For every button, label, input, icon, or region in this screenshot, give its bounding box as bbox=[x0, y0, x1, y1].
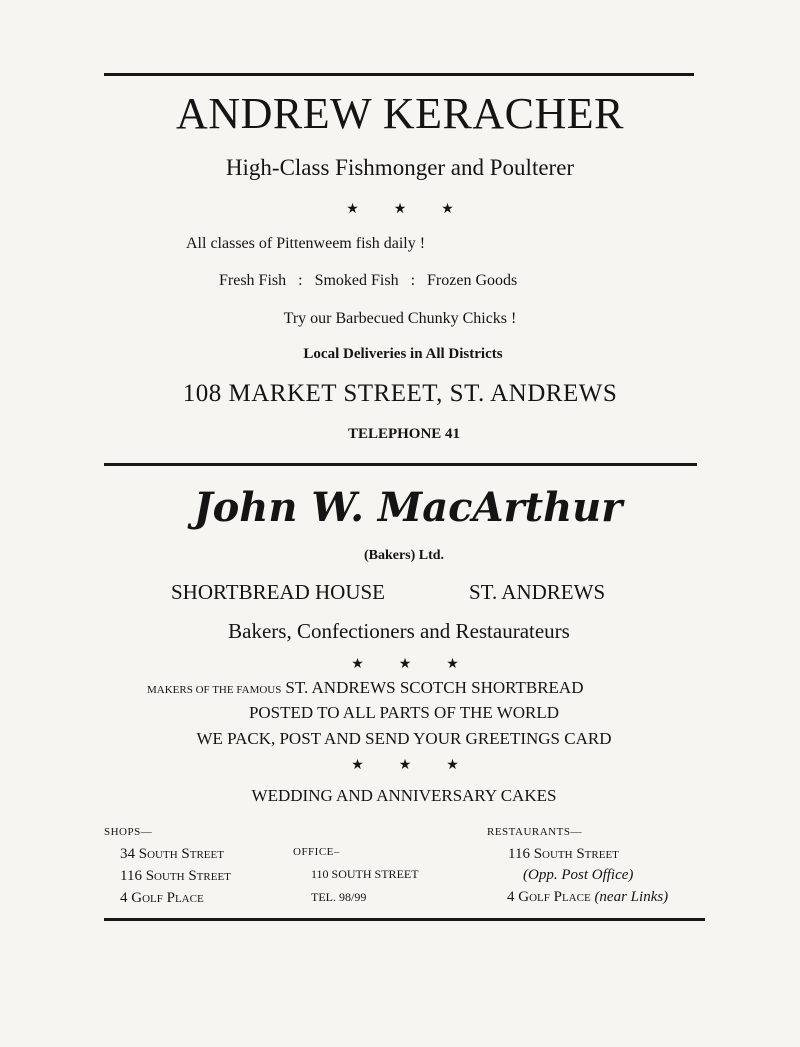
shops-address: 4 Golf Place bbox=[120, 890, 204, 906]
top-rule bbox=[104, 73, 694, 76]
keracher-stars bbox=[0, 201, 800, 218]
macarthur-pack: WE PACK, POST AND SEND YOUR GREETINGS CARD bbox=[196, 729, 612, 748]
makers-main: ST. ANDREWS SCOTCH SHORTBREAD bbox=[285, 678, 584, 697]
macarthur-trades: Bakers, Confectioners and Restaurateurs bbox=[228, 619, 570, 643]
star-icon: ★ bbox=[351, 657, 364, 672]
keracher-line-fish: Fresh Fish : Smoked Fish : Frozen Goods bbox=[219, 272, 518, 289]
keracher-telephone: TELEPHONE 41 bbox=[347, 426, 461, 442]
restaurants-heading: RESTAURANTS— bbox=[487, 826, 582, 838]
star-icon: ★ bbox=[398, 758, 412, 773]
star-icon: ★ bbox=[351, 758, 364, 773]
restaurant-note: (near Links) bbox=[594, 889, 669, 905]
macarthur-cakes: WEDDING AND ANNIVERSARY CAKES bbox=[251, 786, 557, 805]
macarthur-posted: POSTED TO ALL PARTS OF THE WORLD bbox=[248, 703, 560, 722]
office-address: 110 SOUTH STREET bbox=[311, 867, 419, 881]
restaurant-address: 4 Golf Place bbox=[507, 889, 591, 905]
makers-prefix: MAKERS OF THE FAMOUS bbox=[147, 684, 282, 696]
star-icon: ★ bbox=[441, 202, 454, 217]
middle-rule bbox=[104, 463, 697, 466]
office-heading: OFFICE– bbox=[293, 846, 340, 858]
macarthur-company-suffix: (Bakers) Ltd. bbox=[363, 548, 445, 563]
star-icon: ★ bbox=[398, 657, 412, 672]
office-telephone: TEL. 98/99 bbox=[311, 890, 367, 904]
star-icon: ★ bbox=[446, 758, 459, 773]
shops-heading: SHOPS— bbox=[104, 826, 153, 838]
keracher-address: 108 MARKET STREET, ST. ANDREWS bbox=[182, 380, 618, 407]
restaurant-address: 116 South Street bbox=[508, 846, 619, 862]
star-icon: ★ bbox=[346, 202, 359, 217]
keracher-name: ANDREW KERACHER bbox=[176, 89, 624, 138]
keracher-subtitle: High-Class Fishmonger and Poulterer bbox=[225, 155, 575, 180]
macarthur-name: John W. MacArthur bbox=[193, 484, 623, 531]
shops-address: 34 South Street bbox=[120, 846, 224, 862]
star-icon: ★ bbox=[393, 202, 407, 217]
keracher-deliveries: Local Deliveries in All Districts bbox=[303, 346, 503, 362]
star-icon: ★ bbox=[446, 657, 459, 672]
macarthur-stars-bottom bbox=[5, 757, 800, 774]
macarthur-town: ST. ANDREWS bbox=[469, 580, 606, 604]
restaurant-address-golf bbox=[507, 889, 668, 906]
keracher-line-pittenweem: All classes of Pittenweem fish daily ! bbox=[186, 235, 426, 252]
restaurant-note: (Opp. Post Office) bbox=[523, 867, 634, 883]
bottom-rule bbox=[104, 918, 705, 921]
keracher-line-chicks: Try our Barbecued Chunky Chicks ! bbox=[283, 310, 517, 327]
shops-address: 116 South Street bbox=[120, 868, 231, 884]
macarthur-house: SHORTBREAD HOUSE bbox=[171, 580, 386, 604]
macarthur-makers-line bbox=[147, 678, 583, 698]
macarthur-stars-top bbox=[5, 656, 800, 673]
